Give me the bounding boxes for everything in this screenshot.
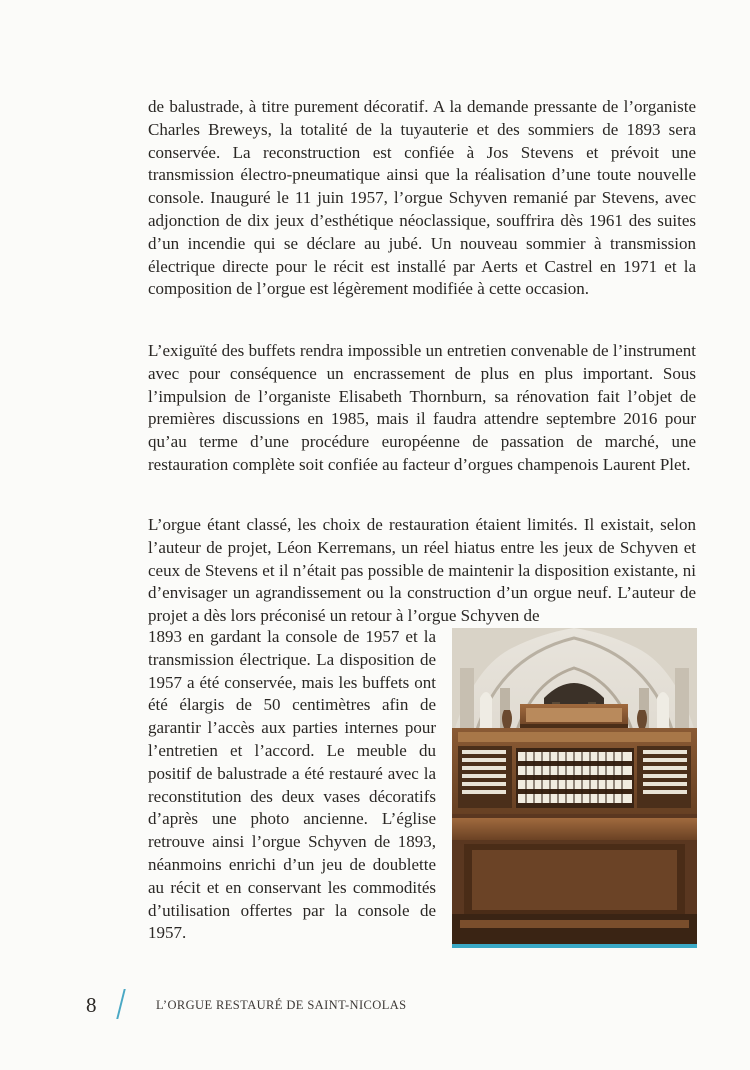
organ-console-illustration [452,628,697,944]
running-title: L’ORGUE RESTAURÉ DE SAINT-NICOLAS [156,998,407,1012]
paragraph-1: de balustrade, à titre purement décoratif. A la demande pressante de l’organiste Charles Breweys, la totalité de la tuyauterie et des sommiers de 1893 sera conservée. La reconstruction est confiée à Jos Stevens et prévoit une transmission électro-pneumatique ainsi que la réalisation d’une toute nouvelle console. Inauguré le 11 juin 1957, l’orgue Schyven remanié par Stevens, avec adjonction de dix jeux d’esthétique néoclassique, souffrira dès 1961 des suites d’un incendie qui se déclare au jubé. Un nouveau sommier à transmission électrique directe pour le récit est installé par Aerts et Castrel en 1971 et la composition de l’orgue est légèrement modifiée à cette occasion. [148,97,696,299]
paragraph-4: 1893 en gardant la console de 1957 et la transmission électrique. La disposition de 1957 a été conservée, mais les buffets ont été élargis de 50 centimètres afin de garantir l’accès aux parties internes pour l’entretien et l’accord. Le meuble du positif de balustrade a été restauré avec la reconstitution des deux vases décoratifs d’après une photo ancienne. L’église retrouve ainsi l’orgue Schyven de 1893, néanmoins enrichi d’un jeu de doublette au récit et en conservant les commodités d’utilisation offertes par la console de 1957. [148,627,436,943]
paragraph-3: L’orgue étant classé, les choix de restauration étaient limités. Il existait, selon l’auteur de projet, Léon Kerremans, un réel hiatus entre les jeux de Schyven et ceux de Stevens et il n’était pas possible de maintenir la disposition existante, ni d’envisager un agrandissement ou la construction d’un orgue neuf. L’auteur de projet a dès lors préconisé un retour à l’orgue Schyven de [148,515,696,626]
organ-console-photo [452,628,697,948]
page-number: 8 [86,993,97,1017]
page-footer [0,985,750,1025]
paragraph-2: L’exiguïté des buffets rendra impossible un entretien convenable de l’instrument avec pour conséquence un encrassement de plus en plus important. Sous l’impulsion de l’organiste Elisabeth Thornburn, sa rénovation fait l’objet de premières discussions en 1985, mais il faudra attendre septembre 2016 pour qu’au terme d’une procédure européenne de passation de marché, une restauration complète soit confiée au facteur d’orgues champenois Laurent Plet. [148,341,696,474]
footer-divider [116,989,125,1019]
